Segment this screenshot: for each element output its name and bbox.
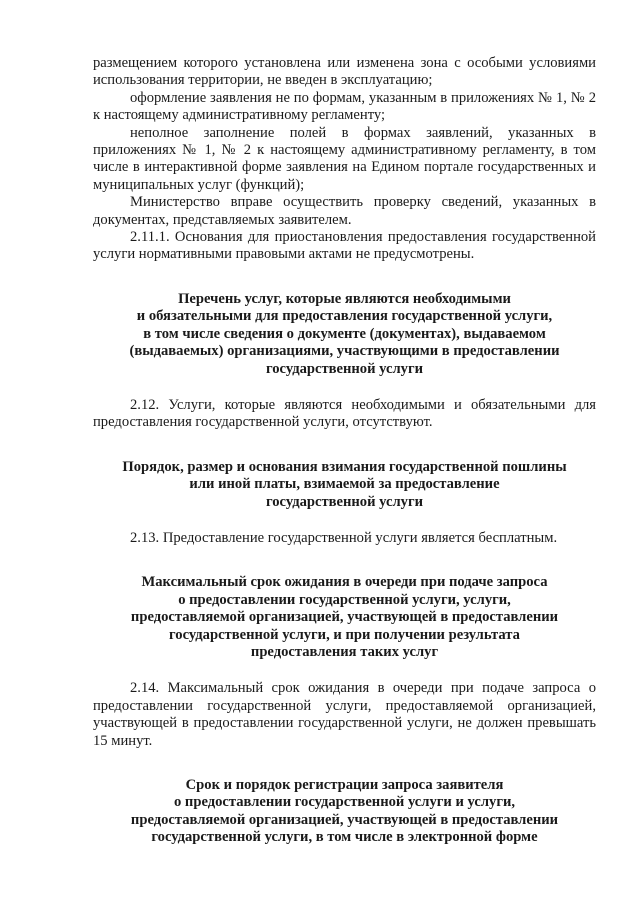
clause-2-12: 2.12. Услуги, которые являются необходимыми и обязательными для предоставления государственной услуги, отсутствуют. <box>93 396 596 431</box>
heading-line: государственной услуги <box>265 493 424 510</box>
heading-line: государственной услуги <box>265 360 424 377</box>
heading-line: или иной платы, взимаемой за предоставление <box>189 476 500 493</box>
heading-line: в том числе сведения о документе (документах), выдаваемом <box>143 325 546 342</box>
section-heading-2-13 <box>93 459 596 511</box>
heading-line: государственной услуги, в том числе в электронной форме <box>151 829 538 846</box>
heading-line: предоставления таких услуг <box>250 643 439 660</box>
heading-line: государственной услуги, и при получении результата <box>169 626 520 643</box>
intro-paragraph-4: Министерство вправе осуществить проверку сведений, указанных в документах, представляемых заявителем. <box>93 194 596 228</box>
intro-paragraph-3: неполное заполнение полей в формах заявлений, указанных в приложениях № 1, № 2 к настоящему административному регламенту, в том числе в интерактивной форме заявления на Едином портале государственных и муниципальных услуг (функций); <box>93 124 596 193</box>
clause-2-13: 2.13. Предоставление государственной услуги является бесплатным. <box>130 529 558 546</box>
section-heading-2-14 <box>93 574 596 661</box>
heading-line: предоставляемой организацией, участвующей в предоставлении <box>130 609 559 626</box>
section-heading-2-15 <box>93 777 596 847</box>
heading-line: и обязательными для предоставления государственной услуги, <box>136 308 553 325</box>
heading-line: Срок и порядок регистрации запроса заявителя <box>185 777 504 793</box>
heading-line: о предоставлении государственной услуги и услуги, <box>173 794 516 811</box>
heading-line: Перечень услуг, которые являются необходимыми <box>178 290 511 307</box>
heading-line: Максимальный срок ожидания в очереди при подаче запроса <box>141 574 548 591</box>
clause-2-14: 2.14. Максимальный срок ожидания в очереди при подаче запроса о предоставлении государственной услуги, предоставляемой организацией, участвующей в предоставлении государственной услуги, не должен превышать 15 минут. <box>93 680 596 749</box>
intro-paragraph-1: размещением которого установлена или изменена зона с особыми условиями использования территории, не введен в эксплуатацию; <box>93 55 596 89</box>
heading-line: (выдаваемых) организациями, участвующими в предоставлении <box>129 343 560 360</box>
clause-2-11-1: 2.11.1. Основания для приостановления предоставления государственной услуги нормативными правовыми актами не предусмотрены. <box>93 229 596 263</box>
heading-line: Порядок, размер и основания взимания государственной пошлины <box>122 458 567 475</box>
document-page <box>93 55 596 847</box>
section-heading-2-12 <box>93 291 596 378</box>
heading-line: предоставляемой организацией, участвующей в предоставлении <box>130 811 559 828</box>
heading-line: о предоставлении государственной услуги, услуги, <box>178 591 511 608</box>
intro-paragraph-2: оформление заявления не по формам, указанным в приложениях № 1, № 2 к настоящему административному регламенту; <box>93 89 596 124</box>
